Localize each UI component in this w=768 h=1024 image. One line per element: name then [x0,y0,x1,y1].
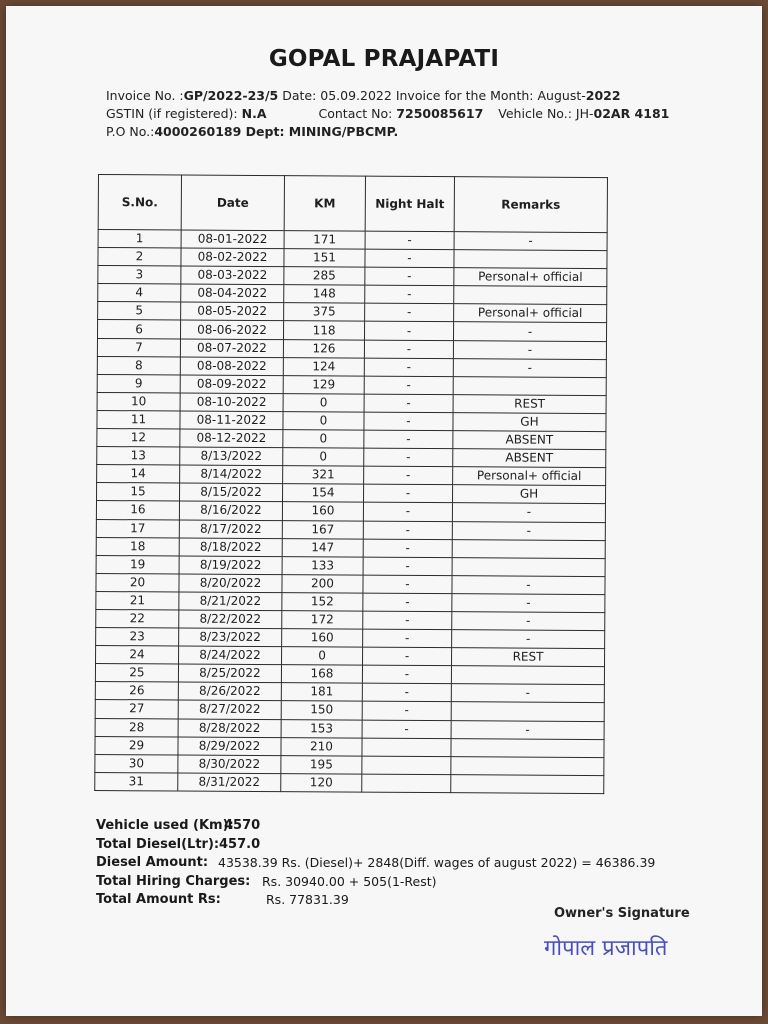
total-diesel-label: Total Diesel(Ltr): [96,836,220,852]
hiring-charges-label: Total Hiring Charges: [96,873,251,889]
date-cell: 08-02-2022 [181,248,284,267]
po-number: 4000260189 Dept: MINING/PBCMP. [154,124,399,139]
km-cell: 151 [284,249,365,268]
header-date: Date [181,175,284,231]
km-cell: 0 [283,448,364,467]
sno-cell: 4 [98,284,181,303]
km-cell: 152 [282,593,363,612]
date-cell: 8/30/2022 [178,755,281,774]
date-cell: 08-06-2022 [180,320,283,339]
night-halt-cell [362,738,451,757]
owner-name-title: GOPAL PRAJAPATI [268,46,500,72]
remarks-cell: - [451,684,604,703]
night-halt-cell: - [364,448,453,467]
night-halt-cell: - [365,249,454,268]
night-halt-cell: - [362,665,451,684]
date-cell: 8/24/2022 [179,646,282,665]
km-cell: 118 [283,321,364,340]
remarks-cell [453,376,606,395]
date-cell: 08-08-2022 [180,357,283,376]
night-halt-cell: - [363,503,452,522]
km-cell: 210 [281,737,362,756]
date-cell: 8/14/2022 [180,465,283,484]
remarks-cell: - [452,521,605,540]
night-halt-cell: - [365,231,454,250]
km-cell: 195 [281,755,362,774]
contact-label: Contact No: [318,106,397,121]
total-diesel-value: 457.0 [219,836,261,852]
date-cell: 8/31/2022 [178,773,281,792]
sno-cell: 19 [96,555,179,574]
night-halt-cell: - [363,575,452,594]
sno-cell: 2 [98,248,181,267]
night-halt-cell: - [364,340,453,359]
sno-cell: 18 [96,537,179,556]
po-line [106,124,398,139]
night-halt-cell: - [363,593,452,612]
km-cell: 147 [282,538,363,557]
sno-cell: 24 [96,646,179,665]
sno-cell: 15 [97,483,180,502]
night-halt-cell: - [365,267,454,286]
remarks-cell [454,286,607,305]
km-cell: 133 [282,556,363,575]
remarks-cell [451,702,604,721]
total-amount-label: Total Amount Rs: [96,892,221,907]
night-halt-cell: - [363,484,452,503]
remarks-cell [451,756,604,775]
remarks-cell: - [453,340,606,359]
km-cell: 171 [284,231,365,250]
sno-cell: 25 [95,664,178,683]
hiring-charges-row [96,873,437,893]
total-amount-row [96,892,349,911]
hiring-charges-value: Rs. 30940.00 + 505(1-Rest) [262,873,437,889]
remarks-cell [451,666,604,685]
remarks-cell: REST [452,648,605,667]
date-cell: 8/22/2022 [179,610,282,629]
header-sno: S.No. [98,175,181,231]
km-cell: 160 [282,502,363,521]
remarks-cell: - [453,322,606,341]
km-cell: 160 [282,629,363,648]
km-cell: 167 [282,520,363,539]
sno-cell: 14 [97,465,180,484]
sno-cell: 9 [97,374,180,393]
km-cell: 129 [283,375,364,394]
sno-cell: 17 [96,519,179,538]
night-halt-cell: - [364,412,453,431]
table-body [95,230,607,794]
diesel-amount-row [96,855,656,874]
invoice-label: Invoice No. : [106,88,184,103]
sno-cell: 29 [95,736,178,755]
date-cell: 08-11-2022 [180,411,283,430]
date-cell: 8/25/2022 [178,664,281,683]
date-cell: 8/13/2022 [180,447,283,466]
sno-cell: 5 [98,302,181,321]
date-cell: 08-01-2022 [181,230,284,249]
sno-cell: 22 [96,609,179,628]
date-cell: 8/17/2022 [179,520,282,539]
date-cell: 8/29/2022 [178,737,281,756]
total-diesel-row [96,836,261,856]
night-halt-cell: - [363,611,452,630]
sno-cell: 28 [95,718,178,737]
km-cell: 200 [282,574,363,593]
date-cell: 8/15/2022 [180,483,283,502]
header-km: KM [284,176,365,231]
summary-block [96,818,656,911]
km-cell: 181 [281,683,362,702]
remarks-cell: GH [453,413,606,432]
sno-cell: 3 [98,266,181,285]
sno-cell: 27 [95,700,178,719]
month-year: 2022 [585,88,621,103]
night-halt-cell: - [363,539,452,558]
vehicle-used-row [96,818,261,837]
date-cell: 08-04-2022 [181,284,284,303]
gstin-value: N.A [241,106,267,121]
remarks-cell [452,557,605,576]
invoice-number: GP/2022-23/5 [183,88,279,103]
km-cell: 168 [281,665,362,684]
remarks-cell: ABSENT [453,431,606,450]
gstin-line [106,106,669,121]
remarks-cell: - [451,720,604,739]
vehicle-number: 02AR 4181 [593,106,670,121]
sno-cell: 10 [97,392,180,411]
km-cell: 148 [284,285,365,304]
sno-cell: 8 [97,356,180,375]
remarks-cell: - [452,630,605,649]
km-cell: 0 [282,647,363,666]
header-night-halt: Night Halt [365,176,454,232]
night-halt-cell: - [362,702,451,721]
table-header-row [98,175,607,233]
sno-cell: 12 [97,429,180,448]
remarks-cell: Personal+ official [453,467,606,486]
night-halt-cell: - [364,466,453,485]
km-cell: 153 [281,719,362,738]
total-amount-value: Rs. 77831.39 [266,892,349,907]
date-cell: 8/28/2022 [178,719,281,738]
sno-cell: 1 [98,230,181,249]
sno-cell: 7 [97,338,180,357]
date-cell: 08-12-2022 [180,429,283,448]
date-cell: 8/19/2022 [179,556,282,575]
night-halt-cell: - [364,394,453,413]
night-halt-cell: - [363,629,452,648]
km-cell: 120 [281,773,362,792]
km-cell: 124 [283,357,364,376]
contact-number: 7250085617 [396,106,484,121]
km-cell: 126 [283,339,364,358]
remarks-cell: - [452,594,605,613]
remarks-cell [451,738,604,757]
diesel-amount-value: 43538.39 Rs. (Diesel)+ 2848(Diff. wages of august 2022) = 46386.39 [218,855,656,870]
remarks-cell [452,539,605,558]
date-label: Date: 05.09.2022 Invoice for the Month: August- [278,88,586,103]
night-halt-cell: - [365,285,454,304]
date-cell: 8/26/2022 [178,682,281,701]
remarks-cell: - [453,358,606,377]
vehicle-used-value: 4570 [224,818,261,833]
gstin-label: GSTIN (if registered): [106,106,242,121]
date-cell: 08-05-2022 [181,302,284,321]
night-halt-cell: - [362,683,451,702]
remarks-cell: Personal+ official [454,268,607,287]
night-halt-cell: - [363,647,452,666]
sno-cell: 26 [95,682,178,701]
remarks-cell: REST [453,395,606,414]
header-remarks: Remarks [454,177,607,233]
km-cell: 0 [283,430,364,449]
date-cell: 8/21/2022 [179,592,282,611]
night-halt-cell [362,756,451,775]
night-halt-cell: - [363,521,452,540]
table-row [95,772,604,793]
sno-cell: 31 [95,772,178,791]
date-cell: 8/20/2022 [179,574,282,593]
date-cell: 8/27/2022 [178,700,281,719]
sno-cell: 16 [96,501,179,520]
remarks-cell: - [454,232,607,251]
date-cell: 08-07-2022 [180,339,283,358]
mileage-table [94,174,608,794]
handwritten-signature: गोपाल प्रजापति [544,936,668,961]
remarks-cell [451,774,604,793]
sno-cell: 11 [97,410,180,429]
date-cell: 8/23/2022 [179,628,282,647]
sno-cell: 6 [97,320,180,339]
owner-signature-label: Owner's Signature [554,906,690,921]
km-cell: 321 [283,466,364,485]
date-cell: 08-03-2022 [181,266,284,285]
sno-cell: 20 [96,573,179,592]
night-halt-cell: - [363,557,452,576]
vehicle-label: Vehicle No.: JH- [498,106,594,121]
remarks-cell: ABSENT [453,449,606,468]
remarks-cell: - [452,503,605,522]
sno-cell: 23 [96,628,179,647]
sno-cell: 13 [97,447,180,466]
invoice-line [106,88,621,103]
date-cell: 08-09-2022 [180,375,283,394]
night-halt-cell: - [365,304,454,323]
km-cell: 172 [282,611,363,630]
remarks-cell: - [452,575,605,594]
remarks-cell: Personal+ official [454,304,607,323]
remarks-cell: - [452,612,605,631]
km-cell: 0 [283,393,364,412]
remarks-cell: GH [452,485,605,504]
date-cell: 08-10-2022 [180,393,283,412]
km-cell: 285 [284,267,365,286]
night-halt-cell: - [364,322,453,341]
km-cell: 375 [284,303,365,322]
sno-cell: 21 [96,591,179,610]
sno-cell: 30 [95,754,178,773]
night-halt-cell: - [364,358,453,377]
km-cell: 0 [283,412,364,431]
po-label: P.O No.: [106,124,155,139]
km-cell: 150 [281,701,362,720]
night-halt-cell: - [362,720,451,739]
invoice-paper [6,6,762,1016]
vehicle-used-label: Vehicle used (Km): [96,818,234,833]
diesel-amount-label: Diesel Amount: [96,855,209,870]
night-halt-cell: - [364,376,453,395]
night-halt-cell: - [364,430,453,449]
date-cell: 8/16/2022 [179,501,282,520]
date-cell: 8/18/2022 [179,538,282,557]
remarks-cell [454,250,607,269]
night-halt-cell [362,774,451,793]
km-cell: 154 [282,484,363,503]
